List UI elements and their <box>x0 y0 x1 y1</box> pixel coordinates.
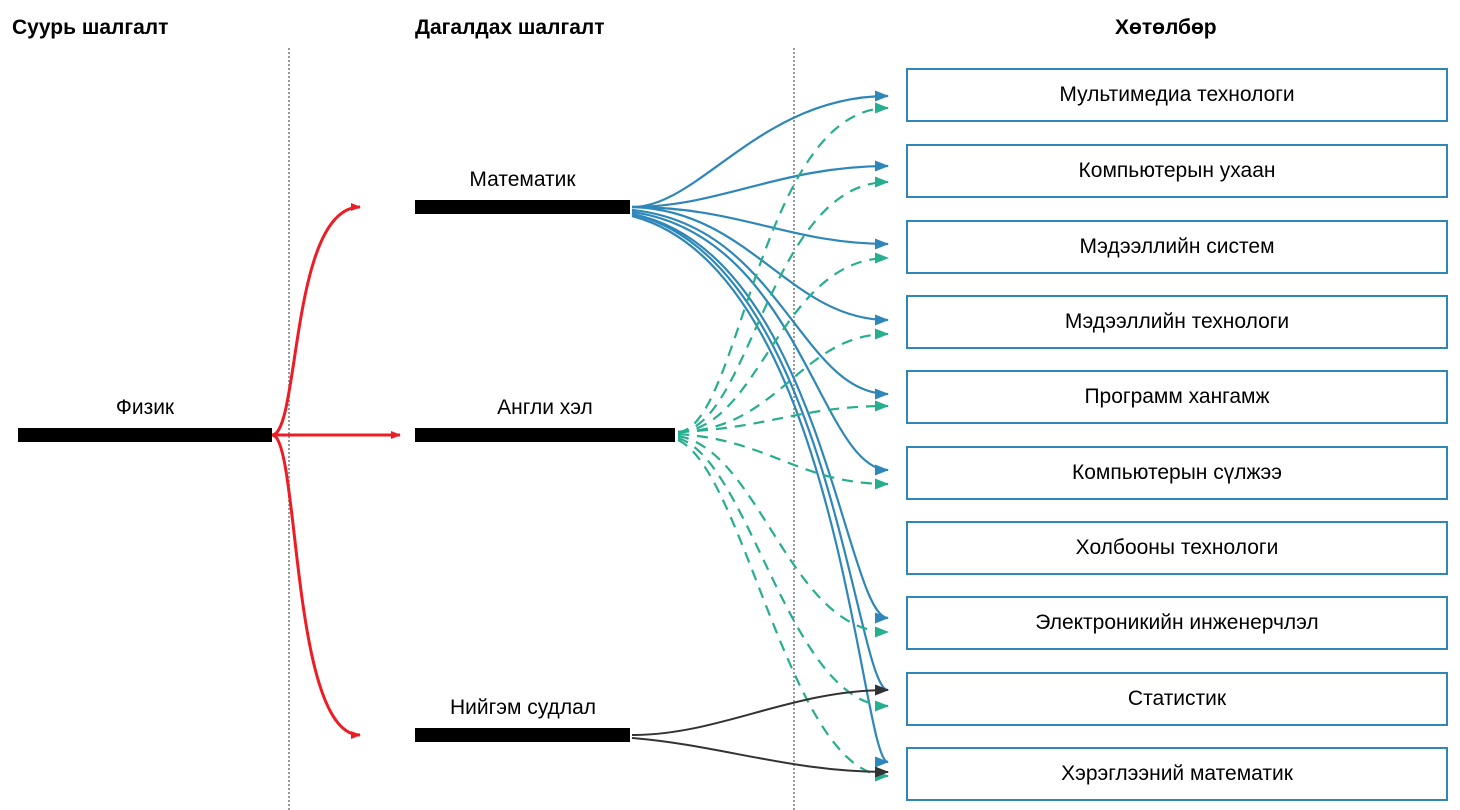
subject-bar-niigem-sudlal[interactable] <box>415 728 630 742</box>
subject-label-matematik: Математик <box>469 168 576 191</box>
column-title-program: Хөтөлбөр <box>1115 16 1217 39</box>
program-box-communication-technology[interactable]: Холбооны технологи <box>906 521 1448 575</box>
subject-label-niigem-sudlal: Нийгэм судлал <box>449 696 596 719</box>
program-box-computer-science[interactable]: Компьютерын ухаан <box>906 144 1448 198</box>
column-title-supplementary: Дагалдах шалгалт <box>415 16 605 39</box>
column-divider-right <box>793 48 795 810</box>
program-box-information-technology[interactable]: Мэдээллийн технологи <box>906 295 1448 349</box>
program-box-statistics[interactable]: Статистик <box>906 672 1448 726</box>
program-box-applied-mathematics[interactable]: Хэрэглээний математик <box>906 747 1448 801</box>
subject-bar-fizik[interactable] <box>18 428 272 442</box>
program-box-information-systems[interactable]: Мэдээллийн систем <box>906 220 1448 274</box>
subject-label-angli-hel: Англи хэл <box>497 396 593 419</box>
column-title-base: Суурь шалгалт <box>12 16 169 39</box>
subject-label-fizik: Физик <box>115 396 175 419</box>
program-box-software[interactable]: Программ хангамж <box>906 370 1448 424</box>
subject-bar-angli-hel[interactable] <box>415 428 675 442</box>
column-divider-left <box>288 48 290 810</box>
program-box-electronics-engineering[interactable]: Электроникийн инженерчлэл <box>906 596 1448 650</box>
program-box-multimedia[interactable]: Мультимедиа технологи <box>906 68 1448 122</box>
program-box-computer-networks[interactable]: Компьютерын сүлжээ <box>906 446 1448 500</box>
subject-bar-matematik[interactable] <box>415 200 630 214</box>
